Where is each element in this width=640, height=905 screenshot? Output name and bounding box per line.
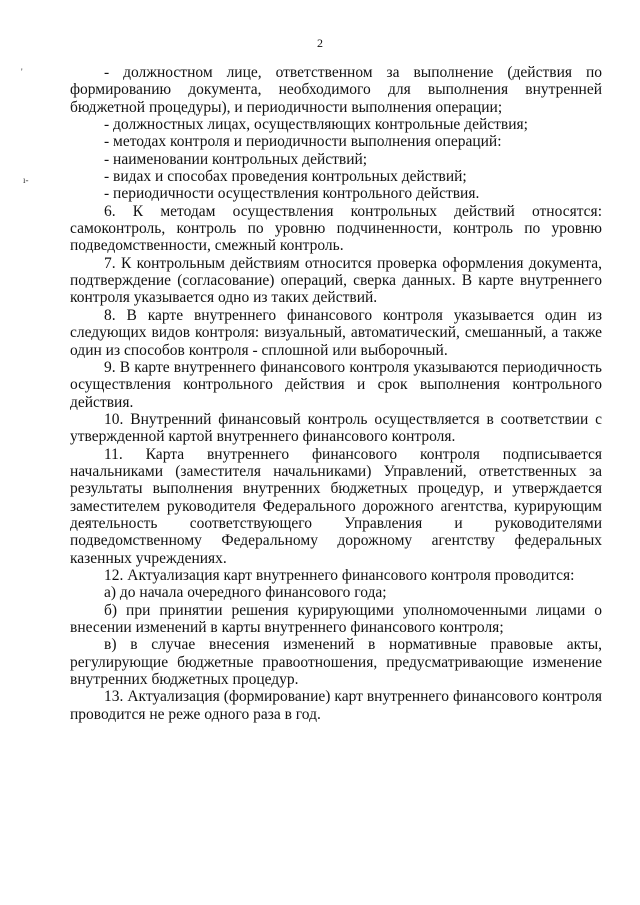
margin-mark: ' — [21, 67, 23, 77]
paragraph-control-types: - видах и способах проведения контрольных действий; — [104, 168, 467, 186]
paragraph-item-9: 9. В карте внутреннего финансового контроля указываются периодичность осуществления контрольного действия и срок выполнения контрольного действия. — [70, 358, 602, 411]
paragraph-item-13: 13. Актуализация (формирование) карт внутреннего финансового контроля проводится не реже одного раза в год. — [70, 688, 602, 723]
paragraph-item-12c: в) в случае внесения изменений в нормативные правовые акты, регулирующие бюджетные правоотношения, предусматривающие изменение внутренних бюджетных процедур. — [70, 636, 602, 689]
paragraph-item-11: 11. Карта внутреннего финансового контроля подписывается начальниками (заместителя начальниками) Управлений, ответственных за результаты выполнения внутренних бюджетных процедур, и утверждается заместителем руководителя Федерального дорожного агентства, курирующим деятельность соответствующего Управления и руководителями подведомственному Федеральному дорожному агентству федеральных казенных учреждениях. — [70, 445, 602, 567]
paragraph-item-7: 7. К контрольным действиям относится проверка оформления документа, подтверждение (согласование) операций, сверка данных. В карте внутреннего контроля указывается одно из таких действий. — [70, 254, 602, 307]
page-number: 2 — [317, 36, 323, 50]
margin-mark: ı- — [23, 175, 29, 185]
paragraph-item-6: 6. К методам осуществления контрольных действий относятся: самоконтроль, контроль по уровню подчиненности, контроль по уровню подведомственности, смежный контроль. — [70, 202, 602, 255]
paragraph-item-10: 10. Внутренний финансовый контроль осуществляется в соответствии с утвержденной картой внутреннего финансового контроля. — [70, 410, 602, 446]
paragraph-control-names: - наименовании контрольных действий; — [104, 150, 368, 168]
paragraph-control-officials: - должностных лицах, осуществляющих контрольные действия; — [104, 116, 528, 134]
paragraph-item-12: 12. Актуализация карт внутреннего финансового контроля проводится: — [104, 566, 575, 584]
document-body — [70, 64, 602, 723]
paragraph-item-12b: б) при принятии решения курирующими уполномоченными лицами о внесении изменений в карты внутреннего финансового контроля; — [70, 601, 602, 636]
paragraph-responsible-person: - должностном лице, ответственном за выполнение (действия по формированию документа, необходимого для выполнения внутренней бюджетной процедуры), и периодичности выполнения операции; — [70, 64, 602, 116]
paragraph-control-periodicity: - периодичности осуществления контрольного действия. — [104, 185, 480, 203]
paragraph-item-8: 8. В карте внутреннего финансового контроля указывается один из следующих видов контроля: визуальный, автоматический, смешанный, а также один из способов контроля - сплошной или выборочный. — [70, 306, 602, 359]
paragraph-item-12a: а) до начала очередного финансового года; — [104, 584, 387, 602]
paragraph-control-methods: - методах контроля и периодичности выполнения операций: — [104, 133, 502, 151]
